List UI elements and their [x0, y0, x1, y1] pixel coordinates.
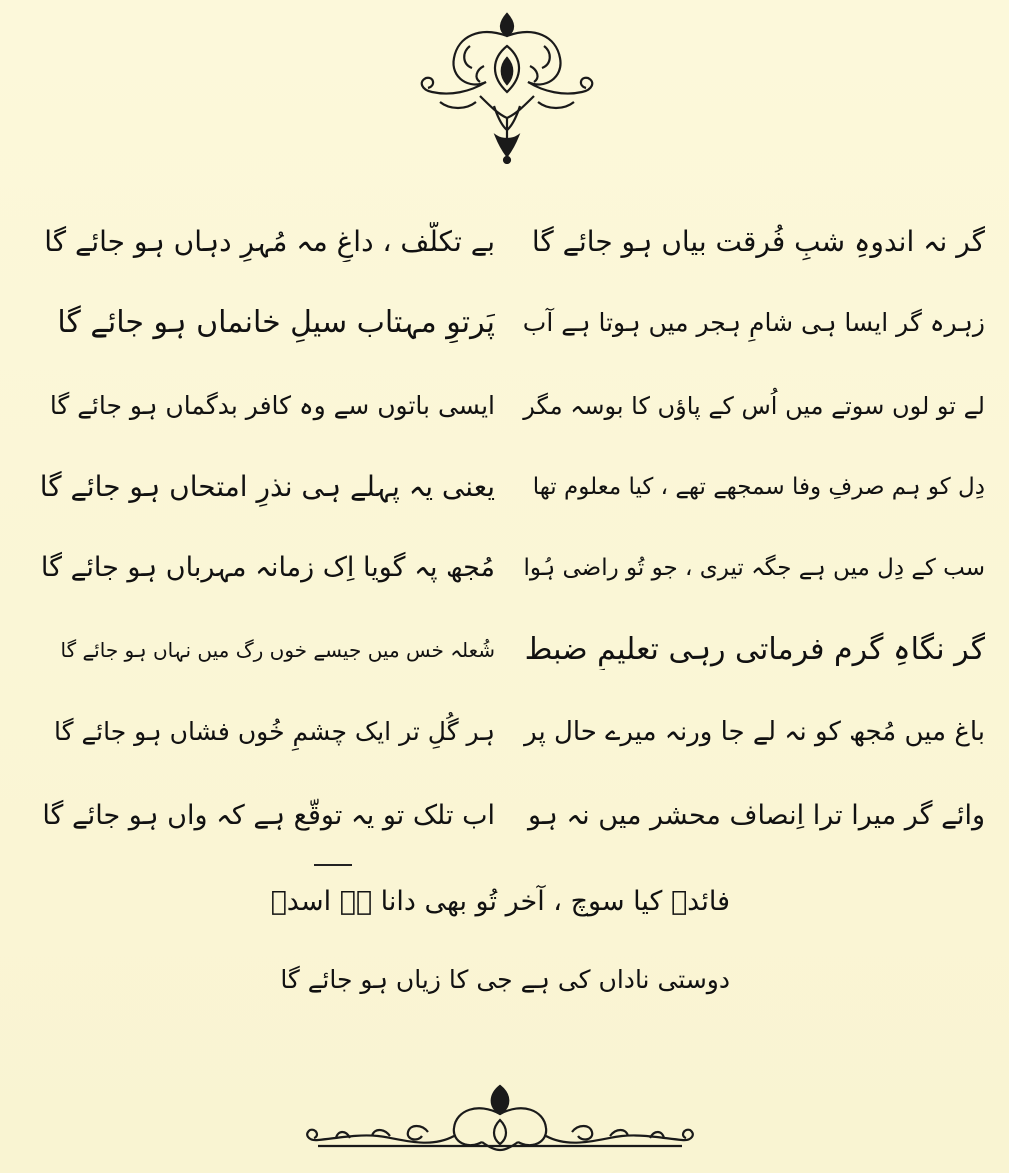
verse-line: اب تلک تو یہ توقّع ہے کہ واں ہو جائے گا — [42, 800, 495, 831]
maqta-second-line: دوستی ناداں کی ہے جی کا زیاں ہو جائے گا — [280, 965, 730, 994]
maqta-first-line: فائدہ کیا سوچ ، آخر تُو بھی دانا ہے اسدؔ — [270, 886, 730, 917]
verse-line: مُجھ پہ گویا اِک زمانہ مہرباں ہو جائے گا — [40, 552, 495, 583]
verse-line: ایسی باتوں سے وہ کافر بدگماں ہو جائے گا — [49, 391, 495, 420]
verse-line: پَرتوِ مہتاب سیلِ خانماں ہو جائے گا — [57, 305, 495, 340]
verse-line: سب کے دِل میں ہے جگہ تیری ، جو تُو راضی ہُوا — [523, 555, 985, 581]
vine-ornament-icon — [298, 1080, 703, 1158]
verse-line: گر نگاہِ گرم فرماتی رہی تعلیمِ ضبط — [524, 632, 985, 667]
verse-line: یعنی یہ پہلے ہی نذرِ امتحاں ہو جائے گا — [40, 470, 495, 503]
verse-line: دِل کو ہم صرفِ وفا سمجھے تھے ، کیا معلوم تھا — [532, 474, 985, 500]
verse-line: شُعلہ خس میں جیسے خوں رگ میں نہاں ہو جائے گا — [60, 638, 495, 662]
verse-line: وائے گر میرا ترا اِنصاف محشر میں نہ ہو — [528, 800, 985, 831]
verse-line: باغ میں مُجھ کو نہ لے جا ورنہ میرے حال پر — [524, 717, 985, 747]
verse-line: گر نہ اندوہِ شبِ فُرقت بیاں ہو جائے گا — [531, 225, 985, 258]
verse-line: بے تکلُّف ، داغِ مہ مُہرِ دہاں ہو جائے گا — [44, 225, 495, 258]
verse-line: ہر گُلِ تر ایک چشمِ خُوں فشاں ہو جائے گا — [54, 717, 495, 746]
verse-line: زہرہ گر ایسا ہی شامِ ہجر میں ہوتا ہے آب — [522, 308, 985, 337]
verse-line: لے تو لوں سوتے میں اُس کے پاؤں کا بوسہ مگر — [523, 392, 985, 420]
takhallus-mark — [314, 864, 352, 866]
